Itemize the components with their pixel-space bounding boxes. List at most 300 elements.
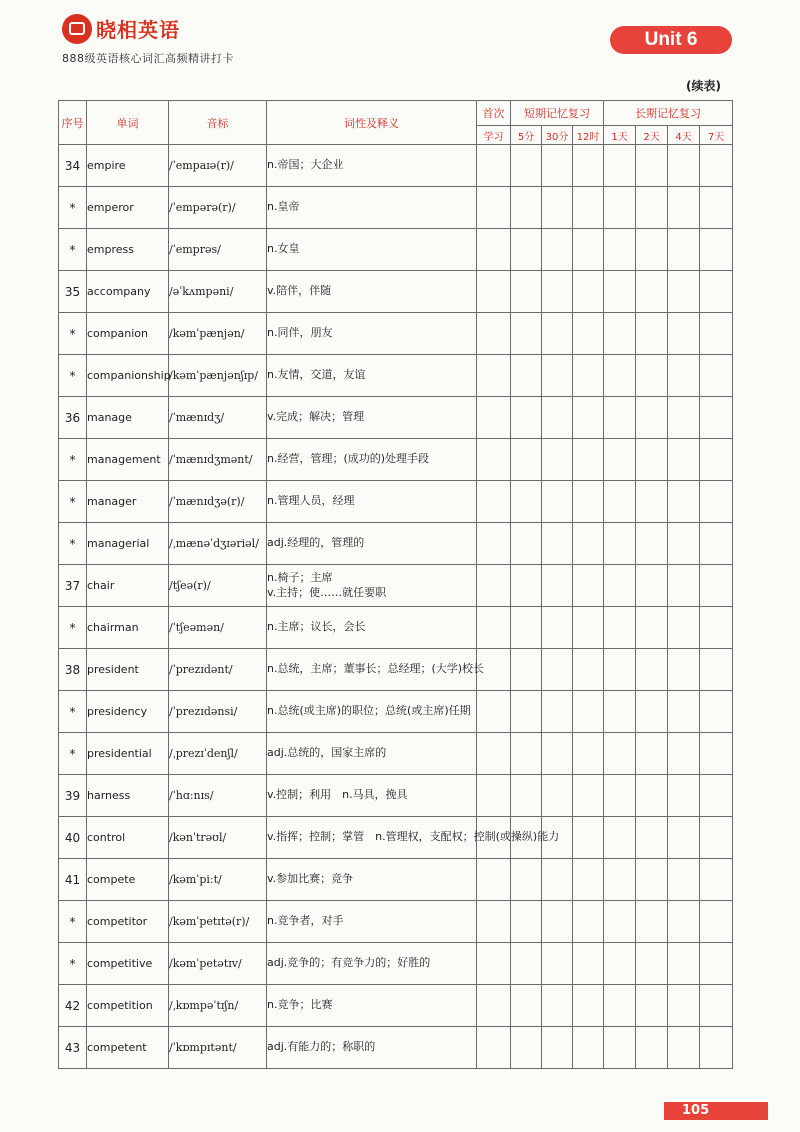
row-word: empire: [87, 145, 169, 187]
row-word: accompany: [87, 271, 169, 313]
table-row: [59, 271, 733, 313]
review-checkbox-cell[interactable]: [511, 607, 542, 649]
table-row: [59, 733, 733, 775]
review-checkbox-cell[interactable]: [604, 355, 636, 397]
review-checkbox-cell[interactable]: [604, 607, 636, 649]
review-checkbox-cell[interactable]: [573, 775, 604, 817]
row-phonetic: /tʃeə(r)/: [169, 565, 267, 607]
row-meaning: n.女皇: [267, 229, 477, 271]
row-phonetic: /kəmˈpetɪtə(r)/: [169, 901, 267, 943]
review-checkbox-cell[interactable]: [573, 691, 604, 733]
review-checkbox-cell[interactable]: [542, 523, 573, 565]
review-checkbox-cell[interactable]: [604, 187, 636, 229]
review-checkbox-cell[interactable]: [511, 775, 542, 817]
review-checkbox-cell[interactable]: [604, 565, 636, 607]
review-checkbox-cell[interactable]: [700, 901, 733, 943]
review-checkbox-cell[interactable]: [542, 397, 573, 439]
review-checkbox-cell[interactable]: [700, 775, 733, 817]
review-checkbox-cell[interactable]: [477, 271, 511, 313]
review-checkbox-cell[interactable]: [477, 691, 511, 733]
row-meaning: n.总统(或主席)的职位；总统(或主席)任期: [267, 691, 477, 733]
review-checkbox-cell[interactable]: [636, 859, 668, 901]
review-checkbox-cell[interactable]: [477, 985, 511, 1027]
col-meaning-header: 词性及释义: [267, 101, 477, 145]
review-checkbox-cell[interactable]: [668, 691, 700, 733]
review-checkbox-cell[interactable]: [636, 817, 668, 859]
review-checkbox-cell[interactable]: [511, 355, 542, 397]
table-row: [59, 481, 733, 523]
review-checkbox-cell[interactable]: [573, 733, 604, 775]
review-checkbox-cell[interactable]: [573, 901, 604, 943]
review-checkbox-cell[interactable]: [700, 229, 733, 271]
row-word: companionship: [87, 355, 169, 397]
table-row: [59, 649, 733, 691]
review-checkbox-cell[interactable]: [636, 733, 668, 775]
row-number: 42: [59, 985, 87, 1027]
review-checkbox-cell[interactable]: [668, 817, 700, 859]
review-checkbox-cell[interactable]: [700, 355, 733, 397]
vocab-table: [58, 100, 733, 1069]
review-checkbox-cell[interactable]: [636, 355, 668, 397]
review-checkbox-cell[interactable]: [668, 985, 700, 1027]
review-checkbox-cell[interactable]: [511, 313, 542, 355]
review-checkbox-cell[interactable]: [573, 397, 604, 439]
review-checkbox-cell[interactable]: [511, 859, 542, 901]
row-phonetic: /ˌkɒmpəˈtɪʃn/: [169, 985, 267, 1027]
review-checkbox-cell[interactable]: [477, 229, 511, 271]
row-number: *: [59, 607, 87, 649]
review-checkbox-cell[interactable]: [604, 775, 636, 817]
review-checkbox-cell[interactable]: [668, 313, 700, 355]
review-checkbox-cell[interactable]: [511, 901, 542, 943]
review-checkbox-cell[interactable]: [604, 145, 636, 187]
col-long-review-header: 长期记忆复习: [604, 101, 733, 126]
review-checkbox-cell[interactable]: [511, 229, 542, 271]
row-word: companion: [87, 313, 169, 355]
review-checkbox-cell[interactable]: [573, 271, 604, 313]
review-checkbox-cell[interactable]: [636, 145, 668, 187]
row-meaning: v.参加比赛；竞争: [267, 859, 477, 901]
row-word: management: [87, 439, 169, 481]
review-checkbox-cell[interactable]: [542, 271, 573, 313]
col-short-5min: 5分: [511, 126, 542, 145]
review-checkbox-cell[interactable]: [573, 985, 604, 1027]
review-checkbox-cell[interactable]: [511, 523, 542, 565]
review-checkbox-cell[interactable]: [700, 145, 733, 187]
review-checkbox-cell[interactable]: [573, 1027, 604, 1069]
row-phonetic: /ˈhɑːnɪs/: [169, 775, 267, 817]
col-long-2d: 2天: [636, 126, 668, 145]
review-checkbox-cell[interactable]: [604, 229, 636, 271]
review-checkbox-cell[interactable]: [542, 859, 573, 901]
review-checkbox-cell[interactable]: [668, 271, 700, 313]
row-word: president: [87, 649, 169, 691]
row-word: presidency: [87, 691, 169, 733]
table-row: [59, 439, 733, 481]
row-meaning: v.指挥；控制；掌管 n.管理权，支配权；控制(或操纵)能力: [267, 817, 477, 859]
row-number: 36: [59, 397, 87, 439]
review-checkbox-cell[interactable]: [604, 901, 636, 943]
review-checkbox-cell[interactable]: [477, 145, 511, 187]
review-checkbox-cell[interactable]: [700, 817, 733, 859]
review-checkbox-cell[interactable]: [573, 649, 604, 691]
review-checkbox-cell[interactable]: [636, 397, 668, 439]
review-checkbox-cell[interactable]: [542, 1027, 573, 1069]
row-word: manage: [87, 397, 169, 439]
review-checkbox-cell[interactable]: [511, 187, 542, 229]
review-checkbox-cell[interactable]: [511, 691, 542, 733]
col-word-header: 单词: [87, 101, 169, 145]
row-number: 37: [59, 565, 87, 607]
table-row: [59, 397, 733, 439]
review-checkbox-cell[interactable]: [573, 481, 604, 523]
review-checkbox-cell[interactable]: [668, 439, 700, 481]
col-num-header: 序号: [59, 101, 87, 145]
table-row: [59, 775, 733, 817]
row-number: *: [59, 229, 87, 271]
row-meaning: n.帝国；大企业: [267, 145, 477, 187]
row-phonetic: /kəmˈpænjənʃɪp/: [169, 355, 267, 397]
table-row: [59, 187, 733, 229]
row-word: manager: [87, 481, 169, 523]
row-meaning: n.竞争者，对手: [267, 901, 477, 943]
table-row: [59, 355, 733, 397]
review-checkbox-cell[interactable]: [573, 187, 604, 229]
review-checkbox-cell[interactable]: [700, 607, 733, 649]
review-checkbox-cell[interactable]: [477, 187, 511, 229]
review-checkbox-cell[interactable]: [700, 1027, 733, 1069]
review-checkbox-cell[interactable]: [511, 439, 542, 481]
review-checkbox-cell[interactable]: [636, 271, 668, 313]
review-checkbox-cell[interactable]: [604, 733, 636, 775]
review-checkbox-cell[interactable]: [542, 565, 573, 607]
review-checkbox-cell[interactable]: [542, 607, 573, 649]
review-checkbox-cell[interactable]: [511, 397, 542, 439]
review-checkbox-cell[interactable]: [604, 817, 636, 859]
row-phonetic: /ˈmænɪdʒə(r)/: [169, 481, 267, 523]
review-checkbox-cell[interactable]: [477, 523, 511, 565]
review-checkbox-cell[interactable]: [636, 649, 668, 691]
review-checkbox-cell[interactable]: [542, 901, 573, 943]
table-row: [59, 313, 733, 355]
row-word: emperor: [87, 187, 169, 229]
row-phonetic: /ˈmænɪdʒmənt/: [169, 439, 267, 481]
review-checkbox-cell[interactable]: [477, 397, 511, 439]
review-checkbox-cell[interactable]: [636, 229, 668, 271]
review-checkbox-cell[interactable]: [604, 985, 636, 1027]
row-number: 38: [59, 649, 87, 691]
review-checkbox-cell[interactable]: [542, 187, 573, 229]
unit-badge: Unit 6: [610, 26, 732, 54]
review-checkbox-cell[interactable]: [573, 229, 604, 271]
review-checkbox-cell[interactable]: [542, 355, 573, 397]
review-checkbox-cell[interactable]: [668, 145, 700, 187]
review-checkbox-cell[interactable]: [542, 733, 573, 775]
table-row: [59, 1027, 733, 1069]
table-row: [59, 817, 733, 859]
review-checkbox-cell[interactable]: [511, 1027, 542, 1069]
review-checkbox-cell[interactable]: [511, 649, 542, 691]
review-checkbox-cell[interactable]: [700, 691, 733, 733]
review-checkbox-cell[interactable]: [477, 355, 511, 397]
review-checkbox-cell[interactable]: [477, 565, 511, 607]
row-number: *: [59, 187, 87, 229]
review-checkbox-cell[interactable]: [477, 901, 511, 943]
review-checkbox-cell[interactable]: [636, 565, 668, 607]
review-checkbox-cell[interactable]: [511, 733, 542, 775]
table-row: [59, 691, 733, 733]
row-meaning: adj.有能力的；称职的: [267, 1027, 477, 1069]
review-checkbox-cell[interactable]: [511, 943, 542, 985]
row-number: 41: [59, 859, 87, 901]
row-number: *: [59, 943, 87, 985]
row-word: empress: [87, 229, 169, 271]
review-checkbox-cell[interactable]: [542, 943, 573, 985]
table-row: [59, 859, 733, 901]
review-checkbox-cell[interactable]: [511, 145, 542, 187]
review-checkbox-cell[interactable]: [668, 481, 700, 523]
table-header-row: [59, 101, 733, 126]
review-checkbox-cell[interactable]: [604, 1027, 636, 1069]
row-meaning: n.同伴，朋友: [267, 313, 477, 355]
review-checkbox-cell[interactable]: [636, 775, 668, 817]
col-first-header: 首次: [477, 101, 511, 126]
review-checkbox-cell[interactable]: [604, 691, 636, 733]
review-checkbox-cell[interactable]: [668, 565, 700, 607]
review-checkbox-cell[interactable]: [477, 481, 511, 523]
row-meaning: adj.总统的，国家主席的: [267, 733, 477, 775]
row-phonetic: /kənˈtrəʊl/: [169, 817, 267, 859]
review-checkbox-cell[interactable]: [542, 481, 573, 523]
review-checkbox-cell[interactable]: [542, 775, 573, 817]
row-phonetic: /ˈempərə(r)/: [169, 187, 267, 229]
review-checkbox-cell[interactable]: [604, 271, 636, 313]
row-number: *: [59, 439, 87, 481]
review-checkbox-cell[interactable]: [604, 523, 636, 565]
row-word: competitor: [87, 901, 169, 943]
row-phonetic: /əˈkʌmpəni/: [169, 271, 267, 313]
review-checkbox-cell[interactable]: [511, 565, 542, 607]
review-checkbox-cell[interactable]: [668, 943, 700, 985]
row-number: *: [59, 901, 87, 943]
review-checkbox-cell[interactable]: [477, 733, 511, 775]
review-checkbox-cell[interactable]: [700, 187, 733, 229]
row-word: control: [87, 817, 169, 859]
review-checkbox-cell[interactable]: [700, 943, 733, 985]
review-checkbox-cell[interactable]: [668, 733, 700, 775]
review-checkbox-cell[interactable]: [636, 691, 668, 733]
row-phonetic: /ˈkɒmpɪtənt/: [169, 1027, 267, 1069]
table-row: [59, 901, 733, 943]
review-checkbox-cell[interactable]: [636, 313, 668, 355]
review-checkbox-cell[interactable]: [636, 523, 668, 565]
review-checkbox-cell[interactable]: [636, 943, 668, 985]
review-checkbox-cell[interactable]: [636, 481, 668, 523]
col-long-4d: 4天: [668, 126, 700, 145]
review-checkbox-cell[interactable]: [542, 313, 573, 355]
row-number: *: [59, 691, 87, 733]
row-phonetic: /kəmˈpiːt/: [169, 859, 267, 901]
row-meaning: v.完成；解决；管理: [267, 397, 477, 439]
review-checkbox-cell[interactable]: [636, 607, 668, 649]
row-word: chair: [87, 565, 169, 607]
review-checkbox-cell[interactable]: [668, 355, 700, 397]
review-checkbox-cell[interactable]: [700, 859, 733, 901]
row-word: competent: [87, 1027, 169, 1069]
review-checkbox-cell[interactable]: [511, 271, 542, 313]
row-meaning: n.椅子；主席 v.主持；使……就任要职: [267, 565, 477, 607]
table-row: [59, 523, 733, 565]
review-checkbox-cell[interactable]: [573, 523, 604, 565]
review-checkbox-cell[interactable]: [668, 859, 700, 901]
review-checkbox-cell[interactable]: [542, 229, 573, 271]
review-checkbox-cell[interactable]: [604, 439, 636, 481]
row-number: 34: [59, 145, 87, 187]
row-meaning: adj.竞争的；有竞争力的；好胜的: [267, 943, 477, 985]
review-checkbox-cell[interactable]: [700, 271, 733, 313]
row-number: *: [59, 355, 87, 397]
brand-title: 晓相英语: [96, 18, 180, 42]
row-word: presidential: [87, 733, 169, 775]
table-row: [59, 943, 733, 985]
review-checkbox-cell[interactable]: [668, 523, 700, 565]
row-phonetic: /ˈemprəs/: [169, 229, 267, 271]
row-number: 40: [59, 817, 87, 859]
col-long-1d: 1天: [604, 126, 636, 145]
table-row: [59, 565, 733, 607]
review-checkbox-cell[interactable]: [511, 985, 542, 1027]
row-phonetic: /ˌprezɪˈdenʃl/: [169, 733, 267, 775]
review-checkbox-cell[interactable]: [573, 859, 604, 901]
row-number: *: [59, 481, 87, 523]
row-number: 35: [59, 271, 87, 313]
review-checkbox-cell[interactable]: [542, 691, 573, 733]
row-word: competitive: [87, 943, 169, 985]
review-checkbox-cell[interactable]: [604, 943, 636, 985]
row-phonetic: /ˈtʃeəmən/: [169, 607, 267, 649]
row-number: *: [59, 313, 87, 355]
row-meaning: n.经营，管理；(成功的)处理手段: [267, 439, 477, 481]
book-subtitle: 888级英语核心词汇高频精讲打卡: [62, 52, 234, 65]
row-meaning: n.管理人员，经理: [267, 481, 477, 523]
page-number: 105: [664, 1102, 768, 1120]
review-checkbox-cell[interactable]: [477, 313, 511, 355]
review-checkbox-cell[interactable]: [604, 397, 636, 439]
review-checkbox-cell[interactable]: [636, 439, 668, 481]
review-checkbox-cell[interactable]: [477, 775, 511, 817]
row-meaning: n.皇帝: [267, 187, 477, 229]
col-long-7d: 7天: [700, 126, 733, 145]
review-checkbox-cell[interactable]: [700, 649, 733, 691]
row-phonetic: /ˈempaɪə(r)/: [169, 145, 267, 187]
review-checkbox-cell[interactable]: [636, 187, 668, 229]
review-checkbox-cell[interactable]: [477, 943, 511, 985]
review-checkbox-cell[interactable]: [573, 607, 604, 649]
review-checkbox-cell[interactable]: [668, 775, 700, 817]
review-checkbox-cell[interactable]: [604, 313, 636, 355]
review-checkbox-cell[interactable]: [668, 1027, 700, 1069]
review-checkbox-cell[interactable]: [700, 481, 733, 523]
col-short-review-header: 短期记忆复习: [511, 101, 604, 126]
review-checkbox-cell[interactable]: [636, 985, 668, 1027]
col-pron-header: 音标: [169, 101, 267, 145]
continued-label: (续表): [686, 79, 721, 93]
row-word: harness: [87, 775, 169, 817]
review-checkbox-cell[interactable]: [573, 943, 604, 985]
review-checkbox-cell[interactable]: [477, 607, 511, 649]
row-meaning: n.主席；议长，会长: [267, 607, 477, 649]
row-word: managerial: [87, 523, 169, 565]
table-row: [59, 229, 733, 271]
review-checkbox-cell[interactable]: [668, 397, 700, 439]
review-checkbox-cell[interactable]: [573, 565, 604, 607]
review-checkbox-cell[interactable]: [573, 817, 604, 859]
review-checkbox-cell[interactable]: [700, 985, 733, 1027]
review-checkbox-cell[interactable]: [477, 859, 511, 901]
brand-logo-icon: [62, 14, 92, 44]
row-phonetic: /kəmˈpetətɪv/: [169, 943, 267, 985]
row-phonetic: /ˈmænɪdʒ/: [169, 397, 267, 439]
row-number: 43: [59, 1027, 87, 1069]
review-checkbox-cell[interactable]: [668, 649, 700, 691]
review-checkbox-cell[interactable]: [542, 439, 573, 481]
table-row: [59, 145, 733, 187]
row-meaning: n.总统，主席；董事长；总经理；(大学)校长: [267, 649, 477, 691]
table-row: [59, 985, 733, 1027]
review-checkbox-cell[interactable]: [542, 145, 573, 187]
col-first-sub: 学习: [477, 126, 511, 145]
review-checkbox-cell[interactable]: [604, 859, 636, 901]
row-word: compete: [87, 859, 169, 901]
review-checkbox-cell[interactable]: [604, 649, 636, 691]
review-checkbox-cell[interactable]: [700, 523, 733, 565]
col-short-30min: 30分: [542, 126, 573, 145]
review-checkbox-cell[interactable]: [636, 1027, 668, 1069]
review-checkbox-cell[interactable]: [700, 439, 733, 481]
table-row: [59, 607, 733, 649]
row-word: chairman: [87, 607, 169, 649]
review-checkbox-cell[interactable]: [636, 901, 668, 943]
review-checkbox-cell[interactable]: [573, 355, 604, 397]
review-checkbox-cell[interactable]: [573, 313, 604, 355]
review-checkbox-cell[interactable]: [477, 1027, 511, 1069]
review-checkbox-cell[interactable]: [668, 229, 700, 271]
review-checkbox-cell[interactable]: [542, 649, 573, 691]
review-checkbox-cell[interactable]: [477, 439, 511, 481]
review-checkbox-cell[interactable]: [542, 985, 573, 1027]
review-checkbox-cell[interactable]: [700, 565, 733, 607]
col-short-12h: 12时: [573, 126, 604, 145]
review-checkbox-cell[interactable]: [668, 607, 700, 649]
review-checkbox-cell[interactable]: [700, 313, 733, 355]
row-meaning: v.控制；利用 n.马具，挽具: [267, 775, 477, 817]
row-meaning: n.竞争；比赛: [267, 985, 477, 1027]
row-meaning: n.友情，交道，友谊: [267, 355, 477, 397]
row-meaning: v.陪伴，伴随: [267, 271, 477, 313]
review-checkbox-cell[interactable]: [573, 439, 604, 481]
review-checkbox-cell[interactable]: [511, 481, 542, 523]
review-checkbox-cell[interactable]: [573, 145, 604, 187]
review-checkbox-cell[interactable]: [604, 481, 636, 523]
review-checkbox-cell[interactable]: [668, 187, 700, 229]
row-number: *: [59, 523, 87, 565]
row-phonetic: /ˌmænəˈdʒɪəriəl/: [169, 523, 267, 565]
row-phonetic: /ˈprezɪdənt/: [169, 649, 267, 691]
review-checkbox-cell[interactable]: [700, 397, 733, 439]
review-checkbox-cell[interactable]: [700, 733, 733, 775]
row-phonetic: /kəmˈpænjən/: [169, 313, 267, 355]
review-checkbox-cell[interactable]: [668, 901, 700, 943]
